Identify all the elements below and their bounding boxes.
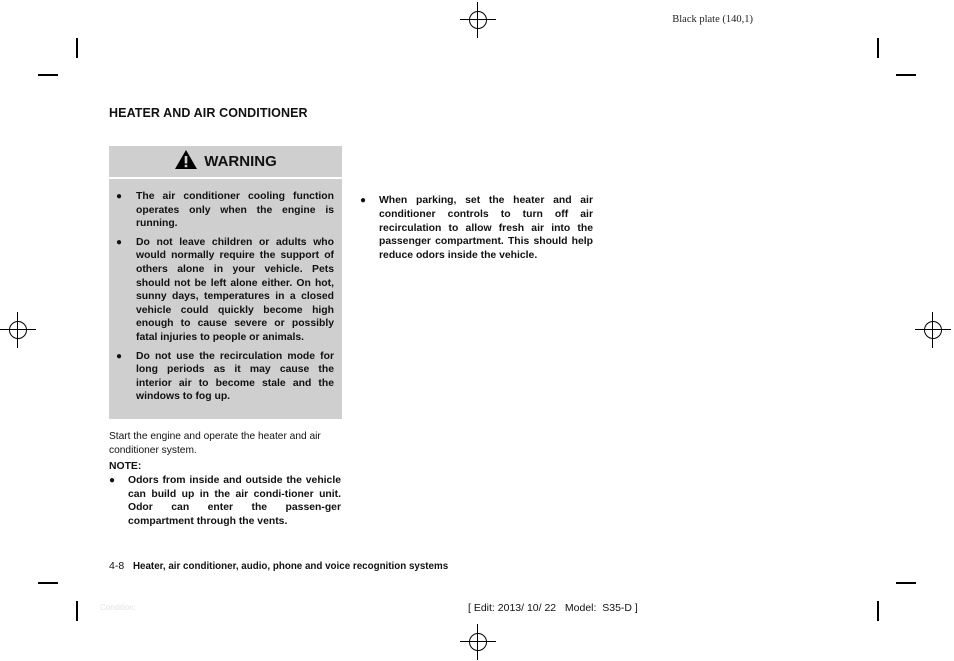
right-column-item-text: When parking, set the heater and air conditioner controls to turn off air recirculation to allow fresh air into the passenger compartment. This should help reduce odors inside the vehicle. xyxy=(379,195,593,261)
condition-label: Condition: xyxy=(100,603,137,612)
crop-mark xyxy=(877,601,879,621)
warning-item xyxy=(109,236,342,345)
warning-triangle-icon xyxy=(174,149,198,175)
crop-mark xyxy=(76,601,78,621)
bullet-dot: ● xyxy=(109,475,116,486)
intro-paragraph: Start the engine and operate the heater and air conditioner system. xyxy=(109,431,321,456)
note-label: NOTE: xyxy=(109,461,142,472)
chapter-title: Heater, air conditioner, audio, phone and voice recognition systems xyxy=(132,561,449,572)
crop-mark xyxy=(877,38,879,58)
registration-mark-right xyxy=(915,312,951,348)
warning-item-text: Do not leave children or adults who would normally require the support of others alone in your vehicle. Pets should not be left alone either. On hot, sunny days, temperatures in a closed vehicle could quickly become high enough to cause severe or possibly fatal injuries to people or animals. xyxy=(136,236,334,343)
warning-title: WARNING xyxy=(204,153,277,170)
crop-mark xyxy=(38,74,58,76)
crop-mark xyxy=(38,582,58,584)
bullet-dot: ● xyxy=(116,350,123,362)
warning-item-text: The air conditioner cooling function operates only when the engine is running. xyxy=(136,191,334,230)
page-footer xyxy=(109,560,448,572)
crop-mark xyxy=(76,38,78,58)
crop-mark xyxy=(896,582,916,584)
registration-mark-left xyxy=(0,312,36,348)
plate-label: Black plate (140,1) xyxy=(672,14,753,25)
page-number: 4-8 xyxy=(109,560,125,572)
registration-mark-bottom xyxy=(460,624,496,660)
bullet-dot: ● xyxy=(116,191,123,202)
registration-mark-top xyxy=(460,2,496,38)
note-item xyxy=(109,474,341,528)
warning-list xyxy=(109,190,342,409)
warning-item-text: Do not use the recirculation mode for long periods as it may cause the interior air to become stale and the windows to fog up. xyxy=(136,350,334,403)
warning-box xyxy=(109,146,342,419)
crop-mark xyxy=(896,74,916,76)
warning-header xyxy=(109,146,342,179)
right-column-item xyxy=(360,194,593,262)
bullet-dot: ● xyxy=(360,195,367,207)
warning-item xyxy=(109,350,342,404)
bullet-dot: ● xyxy=(116,236,123,248)
section-title: HEATER AND AIR CONDITIONER xyxy=(109,106,308,120)
warning-item xyxy=(109,190,342,231)
edit-info: [ Edit: 2013/ 10/ 22 Model: S35-D ] xyxy=(468,602,638,614)
note-item-text: Odors from inside and outside the vehicle can build up in the air condi-tioner unit. Odor can enter the passen-ger compartment through the vents. xyxy=(128,475,341,527)
